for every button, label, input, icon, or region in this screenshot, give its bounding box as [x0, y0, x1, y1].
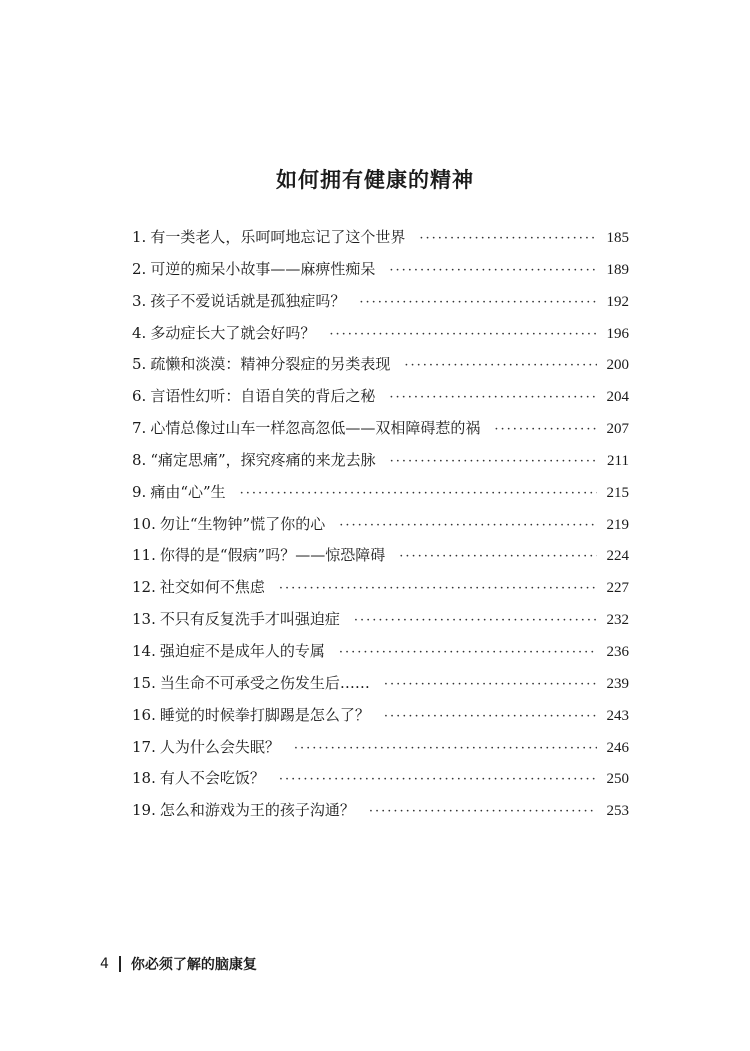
entry-title: 人为什么会失眠？	[159, 737, 280, 756]
footer-divider	[119, 956, 121, 972]
entry-title: 不只有反复洗手才叫强迫症	[159, 610, 340, 629]
entry-number: 3.	[132, 291, 147, 310]
toc-entry-7[interactable]	[132, 417, 629, 449]
footer-book-title: 你必须了解的脑康复	[130, 957, 257, 973]
entry-number: 18.	[132, 769, 156, 788]
toc-entry-14[interactable]	[132, 640, 629, 672]
dot-leader	[389, 390, 596, 405]
entry-page: 189	[606, 261, 629, 278]
entry-page: 215	[606, 484, 629, 501]
entry-number: 10.	[132, 514, 156, 533]
toc-entry-5[interactable]	[132, 353, 629, 385]
toc-entry-6[interactable]	[132, 385, 629, 417]
footer-page-number: 4	[100, 956, 109, 972]
toc-entry-8[interactable]	[132, 449, 629, 481]
entry-page: 227	[606, 580, 629, 597]
entry-number: 12.	[132, 578, 156, 597]
page-footer	[100, 954, 257, 974]
toc-entry-19[interactable]	[132, 799, 629, 831]
entry-page: 253	[606, 803, 629, 820]
dot-leader	[384, 709, 597, 724]
entry-page: 239	[606, 675, 629, 692]
dot-leader	[354, 613, 597, 628]
entry-title: “痛定思痛”，探究疼痛的来龙去脉	[150, 450, 376, 469]
entry-number: 15.	[132, 673, 156, 692]
toc-entry-3[interactable]	[132, 290, 629, 322]
entry-title: 可逆的痴呆小故事——麻痹性痴呆	[150, 259, 376, 278]
toc-entry-11[interactable]	[132, 544, 629, 576]
entry-page: 236	[606, 643, 629, 660]
entry-title: 有一类老人，乐呵呵地忘记了这个世界	[150, 228, 406, 246]
entry-number: 14.	[132, 641, 156, 660]
entry-page: 224	[606, 548, 629, 565]
dot-leader	[419, 231, 596, 246]
entry-number: 5.	[132, 355, 147, 374]
toc-entry-15[interactable]	[132, 672, 629, 704]
entry-number: 8.	[132, 450, 147, 469]
entry-title: 当生命不可承受之伤发生后……	[159, 673, 370, 692]
entry-page: 204	[606, 389, 629, 406]
entry-page: 207	[606, 421, 629, 438]
toc-entry-16[interactable]	[132, 704, 629, 736]
section-title: 如何拥有健康的精神	[276, 168, 474, 192]
dot-leader	[240, 486, 597, 501]
entry-page: 246	[606, 739, 629, 756]
entry-title: 强迫症不是成年人的专属	[159, 641, 325, 660]
entry-number: 1.	[132, 228, 147, 246]
toc-entry-13[interactable]	[132, 608, 629, 640]
dot-leader	[294, 741, 597, 756]
entry-page: 185	[606, 230, 629, 246]
entry-title: 多动症长大了就会好吗？	[150, 323, 316, 342]
dot-leader	[279, 581, 597, 596]
toc-entry-18[interactable]	[132, 767, 629, 799]
entry-page: 211	[607, 452, 629, 469]
entry-page: 200	[606, 357, 629, 374]
dot-leader	[339, 518, 596, 533]
entry-number: 17.	[132, 737, 156, 756]
toc-entry-12[interactable]	[132, 576, 629, 608]
dot-leader	[404, 358, 596, 373]
entry-page: 219	[606, 516, 629, 533]
dot-leader	[329, 327, 596, 342]
entry-number: 6.	[132, 387, 147, 406]
entry-title: 心情总像过山车一样忽高忽低——双相障碍惹的祸	[150, 419, 481, 438]
dot-leader	[494, 422, 596, 437]
entry-page: 196	[606, 325, 629, 342]
entry-number: 16.	[132, 705, 156, 724]
entry-title: 痛由“心”生	[150, 482, 226, 501]
entry-page: 250	[606, 771, 629, 788]
entry-page: 192	[606, 293, 629, 310]
entry-title: 你得的是“假病”吗？——惊恐障碍	[159, 546, 386, 565]
entry-title: 社交如何不焦虑	[159, 578, 265, 597]
toc-entry-1[interactable]	[132, 226, 629, 258]
dot-leader	[384, 677, 597, 692]
toc-entry-17[interactable]	[132, 736, 629, 768]
dot-leader	[390, 454, 597, 469]
entry-number: 13.	[132, 610, 156, 629]
dot-leader	[389, 263, 596, 278]
entry-number: 11.	[132, 546, 156, 565]
dot-leader	[339, 645, 597, 660]
entry-title: 疏懒和淡漠：精神分裂症的另类表现	[150, 355, 391, 374]
entry-page: 232	[606, 612, 629, 629]
entry-number: 2.	[132, 259, 147, 278]
entry-number: 4.	[132, 323, 147, 342]
entry-title: 言语性幻听：自语自笑的背后之秘	[150, 387, 376, 406]
entry-title: 怎么和游戏为王的孩子沟通？	[159, 801, 355, 820]
dot-leader	[279, 772, 597, 787]
entry-number: 7.	[132, 419, 147, 438]
entry-title: 孩子不爱说话就是孤独症吗？	[150, 291, 346, 310]
toc-entry-4[interactable]	[132, 322, 629, 354]
toc-entry-2[interactable]	[132, 258, 629, 290]
entry-title: 睡觉的时候拳打脚踢是怎么了？	[159, 705, 370, 724]
entry-number: 19.	[132, 801, 156, 820]
entry-number: 9.	[132, 482, 147, 501]
entry-title: 勿让“生物钟”慌了你的心	[159, 514, 326, 533]
dot-leader	[399, 549, 596, 564]
table-of-contents	[132, 226, 629, 831]
entry-title: 有人不会吃饭？	[159, 769, 265, 788]
entry-page: 243	[606, 707, 629, 724]
dot-leader	[369, 804, 597, 819]
dot-leader	[359, 295, 596, 310]
toc-entry-9[interactable]	[132, 481, 629, 513]
toc-entry-10[interactable]	[132, 513, 629, 545]
